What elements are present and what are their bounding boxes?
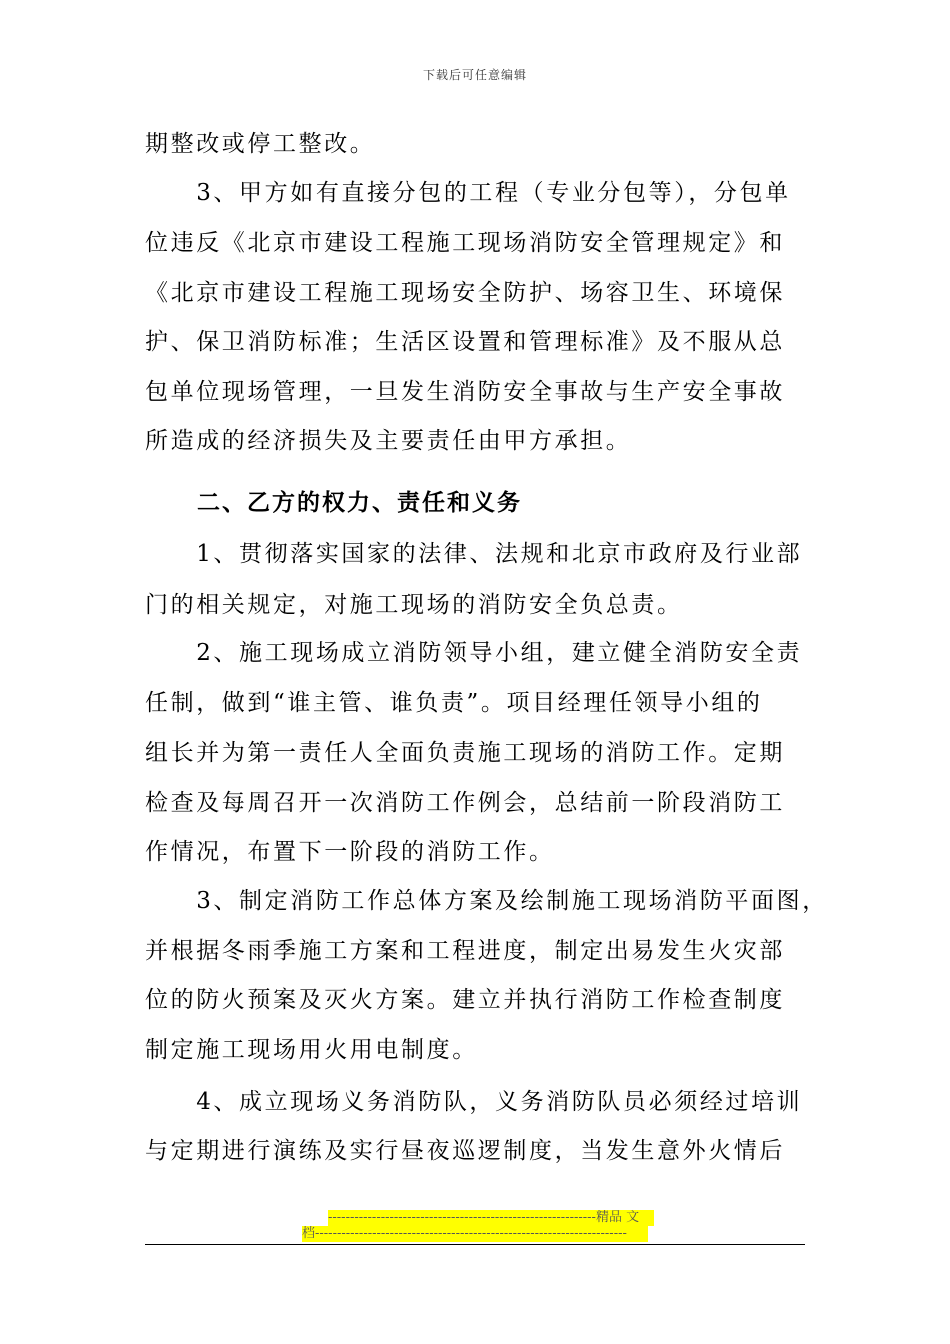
paragraph-line: 组长并为第一责任人全面负责施工现场的消防工作。定期 [145, 740, 785, 766]
page-header: 下载后可任意编辑 [422, 68, 527, 82]
paragraph-line: 并根据冬雨季施工方案和工程进度，制定出易发生火灾部 [145, 938, 785, 964]
paragraph-line: 检查及每周召开一次消防工作例会，总结前一阶段消防工 [145, 790, 785, 816]
paragraph-line: 3、甲方如有直接分包的工程（专业分包等），分包单 [145, 180, 791, 206]
paragraph-line: 2、施工现场成立消防领导小组，建立健全消防安全责 [145, 640, 803, 666]
paragraph-line: 位违反《北京市建设工程施工现场消防安全管理规定》和 [145, 230, 785, 256]
paragraph-line: 护、保卫消防标准；生活区设置和管理标准》及不服从总 [145, 329, 785, 355]
paragraph-line: 3、制定消防工作总体方案及绘制施工现场消防平面图， [145, 888, 828, 914]
footer-divider [145, 1244, 805, 1245]
paragraph-line: 包单位现场管理，一旦发生消防安全事故与生产安全事故 [145, 379, 785, 405]
paragraph-line: 任制，做到“谁主管、谁负责”。项目经理任领导小组的 [145, 690, 763, 716]
paragraph-line: 所造成的经济损失及主要责任由甲方承担。 [145, 428, 632, 454]
section-heading: 二、乙方的权力、责任和义务 [197, 490, 522, 516]
footer-banner [302, 1210, 654, 1242]
paragraph-line: 《北京市建设工程施工现场安全防护、场容卫生、环境保 [145, 280, 785, 306]
paragraph-line: 位的防火预案及灭火方案。建立并执行消防工作检查制度 [145, 987, 785, 1013]
paragraph-line: 1、贯彻落实国家的法律、法规和北京市政府及行业部 [145, 541, 803, 567]
paragraph-line: 4、成立现场义务消防队，义务消防队员必须经过培训 [145, 1089, 803, 1115]
footer-banner-line: -------------------------------------------------------------精品 文 [328, 1210, 654, 1226]
paragraph-line: 期整改或停工整改。 [145, 131, 376, 157]
paragraph-line: 与定期进行演练及实行昼夜巡逻制度，当发生意外火情后 [145, 1138, 785, 1164]
paragraph-line: 作情况，布置下一阶段的消防工作。 [145, 839, 555, 865]
paragraph-line: 门的相关规定，对施工现场的消防安全负总责。 [145, 592, 683, 618]
paragraph-line: 制定施工现场用火用电制度。 [145, 1037, 478, 1063]
footer-banner-line: 档----------------------------------------------------------------------- [302, 1226, 648, 1242]
